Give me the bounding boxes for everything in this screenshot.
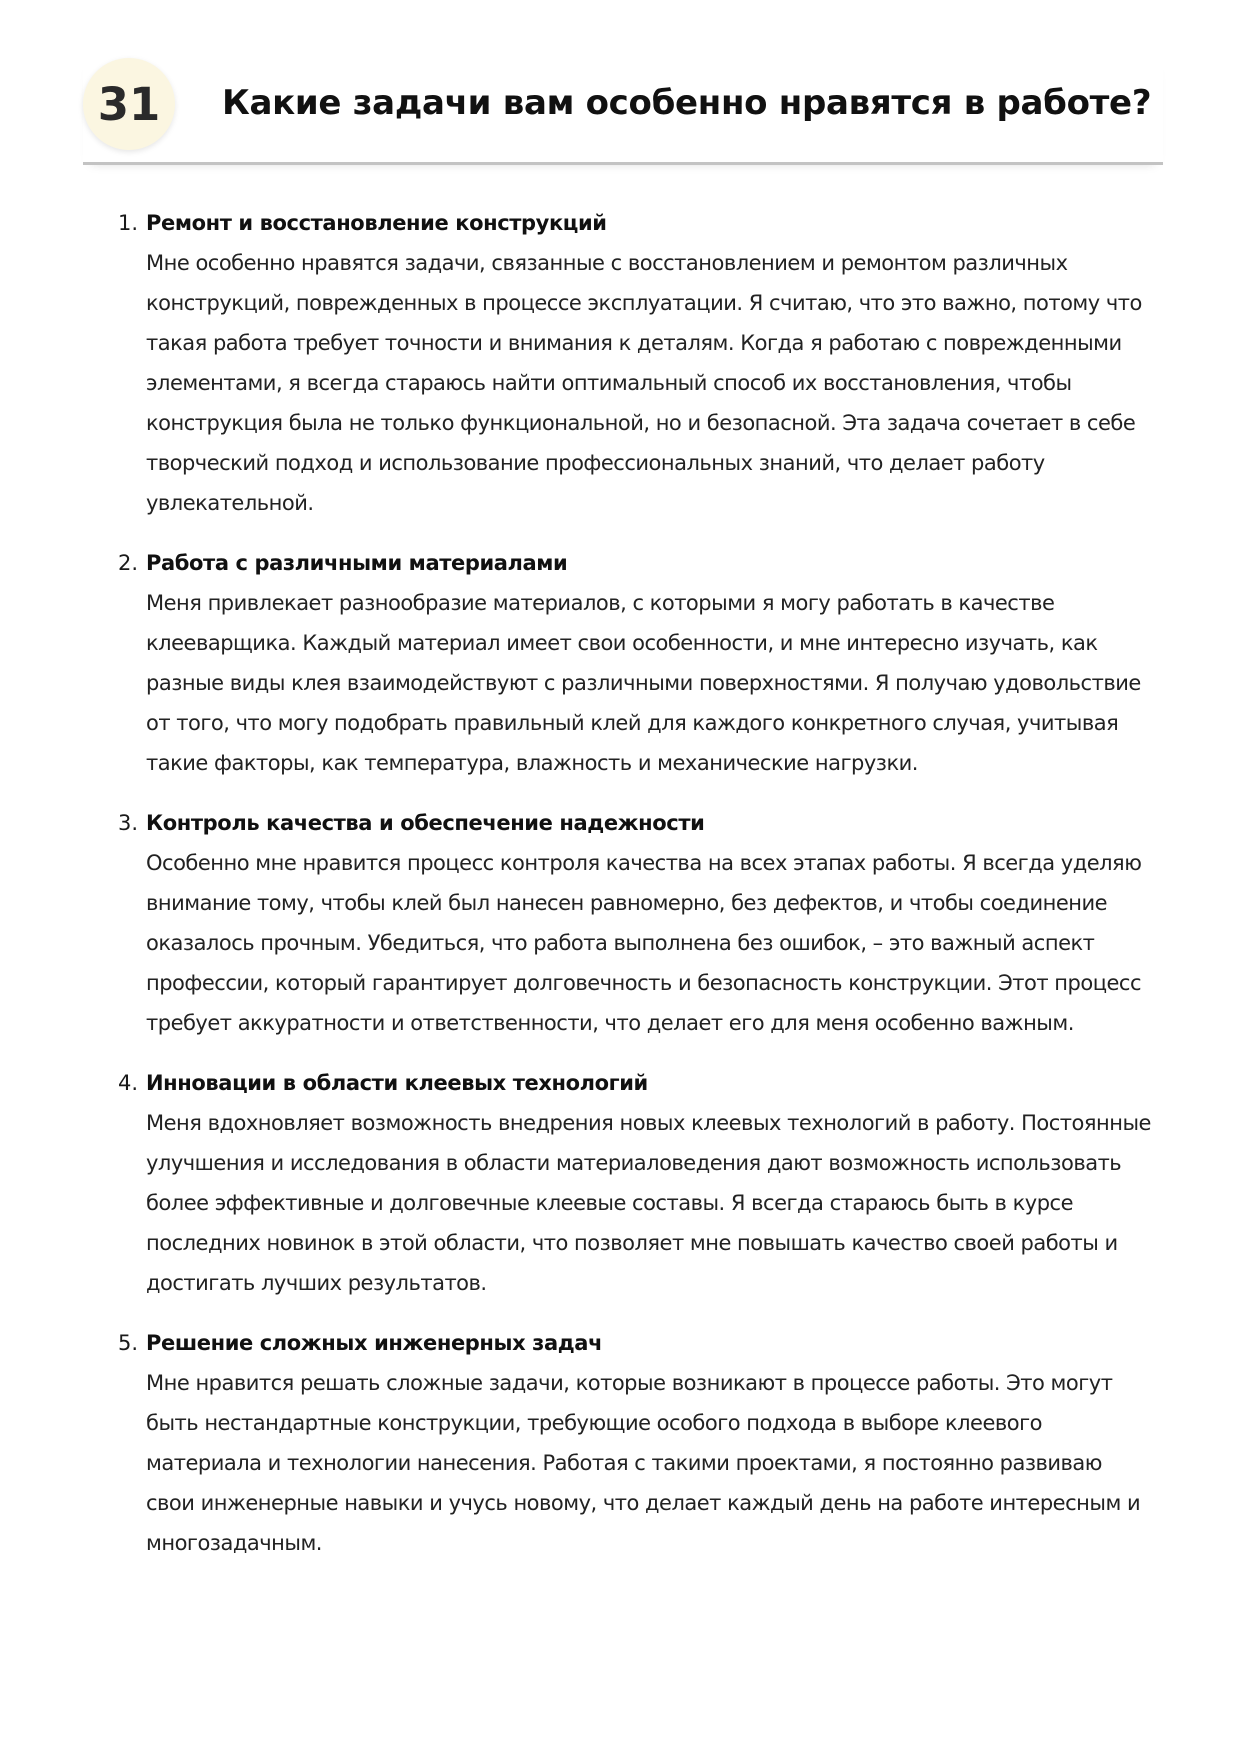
question-number-badge: 31 [83, 58, 175, 150]
item-text: Меня привлекает разнообразие материалов, с которыми я могу работать в качестве клееварщика. Каждый материал имеет свои особенности, и мне интересно изучать, как разные виды клея взаимодействуют с различными поверхностями. Я получаю удовольствие от того, что могу подобрать правильный клей для каждого конкретного случая, учитывая такие факторы, как температура, влажность и механические нагрузки. [146, 591, 1141, 775]
item-number: 1. [118, 211, 139, 235]
item-heading: Работа с различными материалами [146, 551, 568, 575]
item-heading: Решение сложных инженерных задач [146, 1331, 603, 1355]
item-number: 3. [118, 811, 139, 835]
page-header [83, 58, 1163, 165]
item-heading: Инновации в области клеевых технологий [146, 1071, 648, 1095]
item-heading: Контроль качества и обеспечение надежности [146, 811, 705, 835]
item-text: Мне нравится решать сложные задачи, которые возникают в процессе работы. Это могут быть нестандартные конструкции, требующие особого подхода в выборе клеевого материала и технологии нанесения. Работая с такими проектами, я постоянно развиваю свои инженерные навыки и учусь новому, что делает каждый день на работе интересным и многозадачным. [146, 1371, 1141, 1555]
item-text: Мне особенно нравятся задачи, связанные с восстановлением и ремонтом различных конструкций, поврежденных в процессе эксплуатации. Я считаю, что это важно, потому что такая работа требует точности и внимания к деталям. Когда я работаю с поврежденными элементами, я всегда стараюсь найти оптимальный способ их восстановления, чтобы конструкция была не только функциональной, но и безопасной. Эта задача сочетает в себе творческий подход и использование профессиональных знаний, что делает работу увлекательной. [146, 251, 1142, 515]
item-text: Особенно мне нравится процесс контроля качества на всех этапах работы. Я всегда уделяю внимание тому, чтобы клей был нанесен равномерно, без дефектов, и чтобы соединение оказалось прочным. Убедиться, что работа выполнена без ошибок, – это важный аспект профессии, который гарантирует долговечность и безопасность конструкции. Этот процесс требует аккуратности и ответственности, что делает его для меня особенно важным. [146, 851, 1142, 1035]
item-heading: Ремонт и восстановление конструкций [146, 211, 607, 235]
page-title: Какие задачи вам особенно нравятся в работе? [222, 83, 1152, 123]
answer-list [118, 203, 1156, 1583]
list-item [118, 1323, 1156, 1563]
item-text: Меня вдохновляет возможность внедрения новых клеевых технологий в работу. Постоянные улучшения и исследования в области материаловедения дают возможность использовать более эффективные и долговечные клеевые составы. Я всегда стараюсь быть в курсе последних новинок в этой области, что позволяет мне повышать качество своей работы и достигать лучших результатов. [146, 1111, 1151, 1295]
item-number: 2. [118, 551, 139, 575]
list-item [118, 543, 1156, 783]
list-item [118, 1063, 1156, 1303]
item-number: 5. [118, 1331, 139, 1355]
list-item [118, 803, 1156, 1043]
list-item [118, 203, 1156, 523]
item-number: 4. [118, 1071, 139, 1095]
